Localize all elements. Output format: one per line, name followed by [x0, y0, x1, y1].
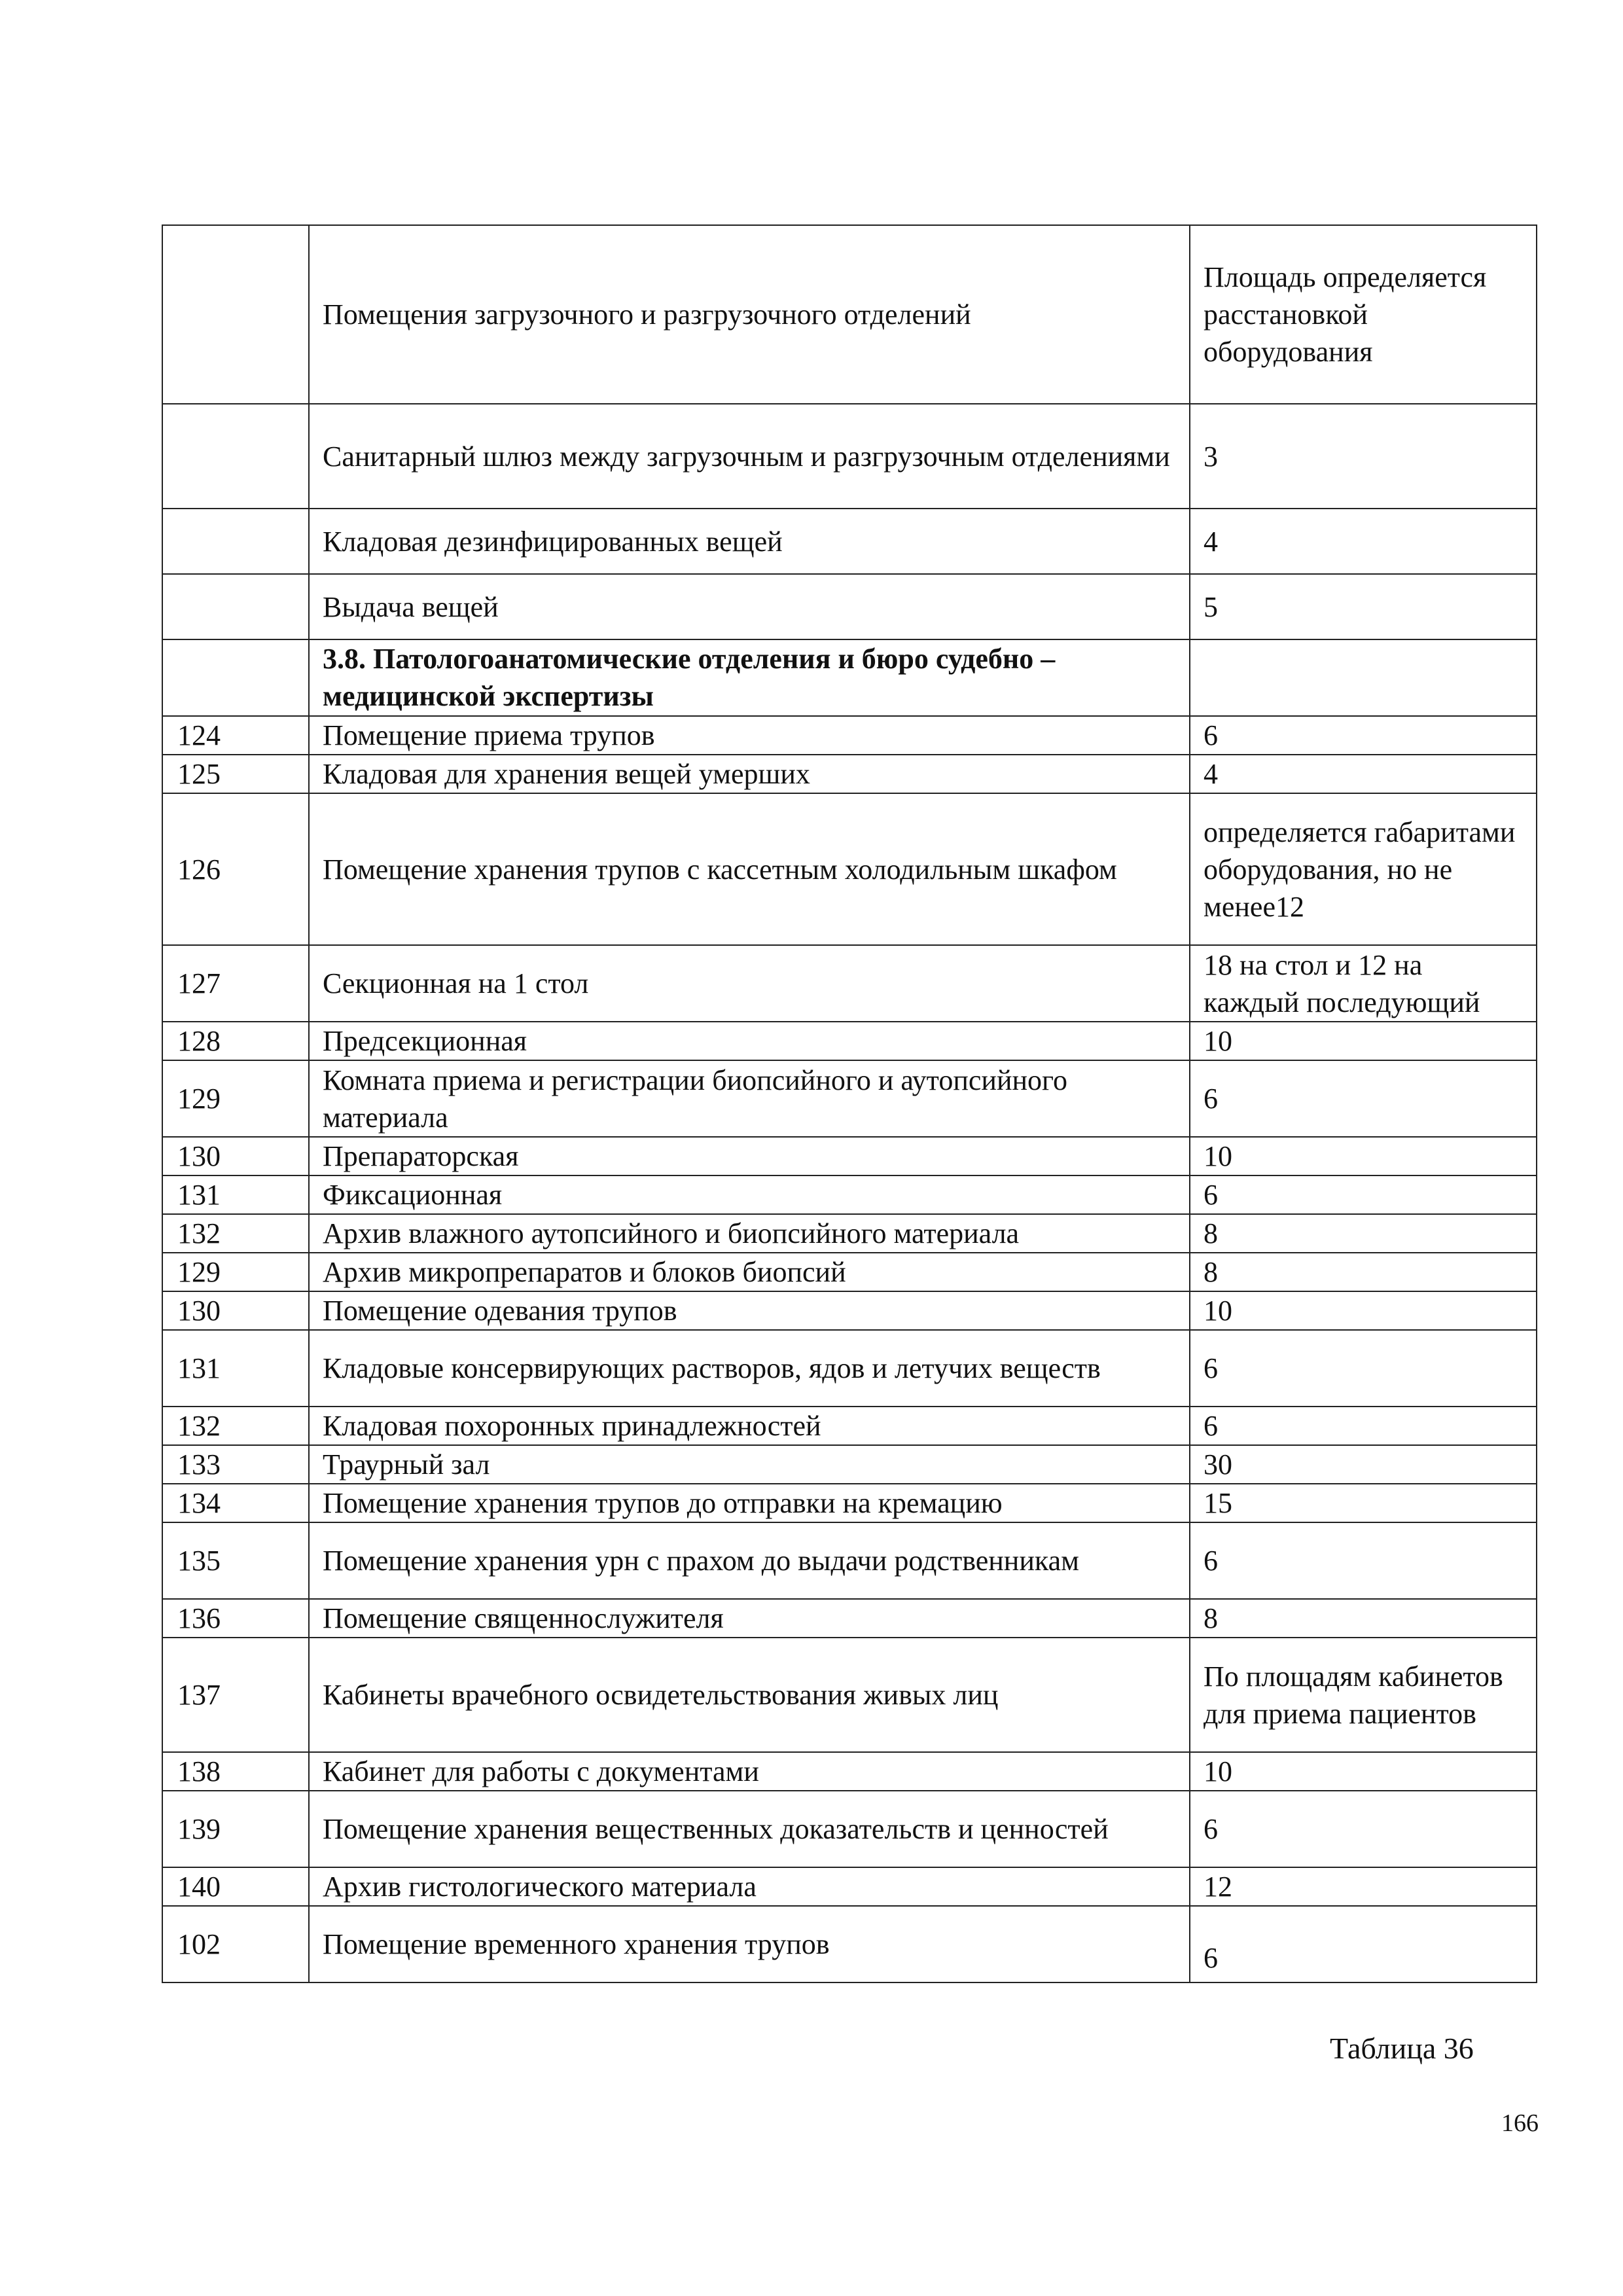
table-row [162, 1752, 1537, 1791]
table-row [162, 1137, 1537, 1175]
row-number: 130 [162, 1137, 309, 1175]
room-name: Помещение одевания трупов [309, 1291, 1190, 1330]
row-number: 138 [162, 1752, 309, 1791]
table-row [162, 225, 1537, 404]
table-row [162, 1291, 1537, 1330]
room-area: 6 [1190, 1791, 1537, 1867]
row-number: 131 [162, 1175, 309, 1214]
room-name: Архив микропрепаратов и блоков биопсий [309, 1253, 1190, 1291]
room-area: определяется габаритами оборудования, но не менее12 [1190, 793, 1537, 945]
room-name: Кладовая дезинфицированных вещей [309, 509, 1190, 574]
row-number: 137 [162, 1638, 309, 1752]
rooms-area-table [162, 224, 1537, 1983]
table-row [162, 1214, 1537, 1253]
table-row [162, 1253, 1537, 1291]
row-number: 140 [162, 1867, 309, 1906]
row-number [162, 225, 309, 404]
room-name: Помещение хранения трупов с кассетным холодильным шкафом [309, 793, 1190, 945]
room-name: Помещение хранения трупов до отправки на кремацию [309, 1484, 1190, 1522]
room-area: 10 [1190, 1752, 1537, 1791]
row-number: 135 [162, 1522, 309, 1599]
room-name: Помещение священнослужителя [309, 1599, 1190, 1638]
table-row [162, 945, 1537, 1022]
room-name: Препараторская [309, 1137, 1190, 1175]
row-number: 128 [162, 1022, 309, 1060]
table-row [162, 1906, 1537, 1982]
room-area: Площадь определяется расстановкой оборудования [1190, 225, 1537, 404]
room-name: Предсекционная [309, 1022, 1190, 1060]
room-area: 8 [1190, 1599, 1537, 1638]
room-area: 5 [1190, 574, 1537, 639]
row-number: 125 [162, 755, 309, 793]
room-area: 3 [1190, 404, 1537, 509]
table-row [162, 1791, 1537, 1867]
room-area: 10 [1190, 1137, 1537, 1175]
table-row [162, 1022, 1537, 1060]
table-row [162, 1175, 1537, 1214]
table-row [162, 1484, 1537, 1522]
row-number: 133 [162, 1445, 309, 1484]
room-name: Помещения загрузочного и разгрузочного отделений [309, 225, 1190, 404]
room-area: 6 [1190, 1522, 1537, 1599]
room-area: 6 [1190, 1906, 1537, 1982]
room-area: 6 [1190, 1060, 1537, 1137]
table-row [162, 793, 1537, 945]
room-area: 4 [1190, 509, 1537, 574]
room-area: 6 [1190, 1407, 1537, 1445]
room-name: Помещение хранения урн с прахом до выдачи родственникам [309, 1522, 1190, 1599]
row-number: 131 [162, 1330, 309, 1407]
room-area: 18 на стол и 12 на каждый последующий [1190, 945, 1537, 1022]
row-number: 139 [162, 1791, 309, 1867]
table-row [162, 1407, 1537, 1445]
row-number: 102 [162, 1906, 309, 1982]
table-row [162, 509, 1537, 574]
table-caption: Таблица 36 [1330, 2032, 1474, 2065]
room-name: Архив гистологического материала [309, 1867, 1190, 1906]
row-number: 132 [162, 1407, 309, 1445]
room-area: 10 [1190, 1022, 1537, 1060]
table-row [162, 1867, 1537, 1906]
row-number: 130 [162, 1291, 309, 1330]
table-row [162, 1445, 1537, 1484]
table-row [162, 1060, 1537, 1137]
room-name: Фиксационная [309, 1175, 1190, 1214]
room-name: Комната приема и регистрации биопсийного и аутопсийного материала [309, 1060, 1190, 1137]
room-name: Помещение временного хранения трупов [309, 1906, 1190, 1982]
room-name: Траурный зал [309, 1445, 1190, 1484]
room-name: Кладовая для хранения вещей умерших [309, 755, 1190, 793]
table-row [162, 1638, 1537, 1752]
room-name: Секционная на 1 стол [309, 945, 1190, 1022]
room-name: Санитарный шлюз между загрузочным и разгрузочным отделениями [309, 404, 1190, 509]
row-number: 136 [162, 1599, 309, 1638]
room-name: Помещение хранения вещественных доказательств и ценностей [309, 1791, 1190, 1867]
row-number [162, 574, 309, 639]
row-number: 127 [162, 945, 309, 1022]
table-row [162, 1522, 1537, 1599]
room-area: 6 [1190, 716, 1537, 755]
table-row [162, 716, 1537, 755]
room-area: 8 [1190, 1253, 1537, 1291]
row-number: 132 [162, 1214, 309, 1253]
room-name: Помещение приема трупов [309, 716, 1190, 755]
room-area: 30 [1190, 1445, 1537, 1484]
table-row [162, 574, 1537, 639]
page-number: 166 [1501, 2109, 1539, 2137]
row-number: 126 [162, 793, 309, 945]
row-number: 124 [162, 716, 309, 755]
room-name: Выдача вещей [309, 574, 1190, 639]
room-area: 10 [1190, 1291, 1537, 1330]
room-area: 4 [1190, 755, 1537, 793]
row-number: 134 [162, 1484, 309, 1522]
table-row [162, 404, 1537, 509]
section-heading: 3.8. Патологоанатомические отделения и бюро судебно – медицинской экспертизы [309, 639, 1190, 716]
table-row [162, 1330, 1537, 1407]
room-area: 12 [1190, 1867, 1537, 1906]
row-number: 129 [162, 1060, 309, 1137]
table-row [162, 755, 1537, 793]
row-number: 129 [162, 1253, 309, 1291]
room-name: Кабинет для работы с документами [309, 1752, 1190, 1791]
room-name: Архив влажного аутопсийного и биопсийного материала [309, 1214, 1190, 1253]
room-area: 8 [1190, 1214, 1537, 1253]
room-name: Кабинеты врачебного освидетельствования живых лиц [309, 1638, 1190, 1752]
room-name: Кладовая похоронных принадлежностей [309, 1407, 1190, 1445]
room-area: 6 [1190, 1175, 1537, 1214]
section-heading-row [162, 639, 1537, 716]
row-number [162, 509, 309, 574]
row-number [162, 404, 309, 509]
table-row [162, 1599, 1537, 1638]
room-area: 15 [1190, 1484, 1537, 1522]
room-area: По площадям кабинетов для приема пациентов [1190, 1638, 1537, 1752]
room-area: 6 [1190, 1330, 1537, 1407]
room-name: Кладовые консервирующих растворов, ядов и летучих веществ [309, 1330, 1190, 1407]
